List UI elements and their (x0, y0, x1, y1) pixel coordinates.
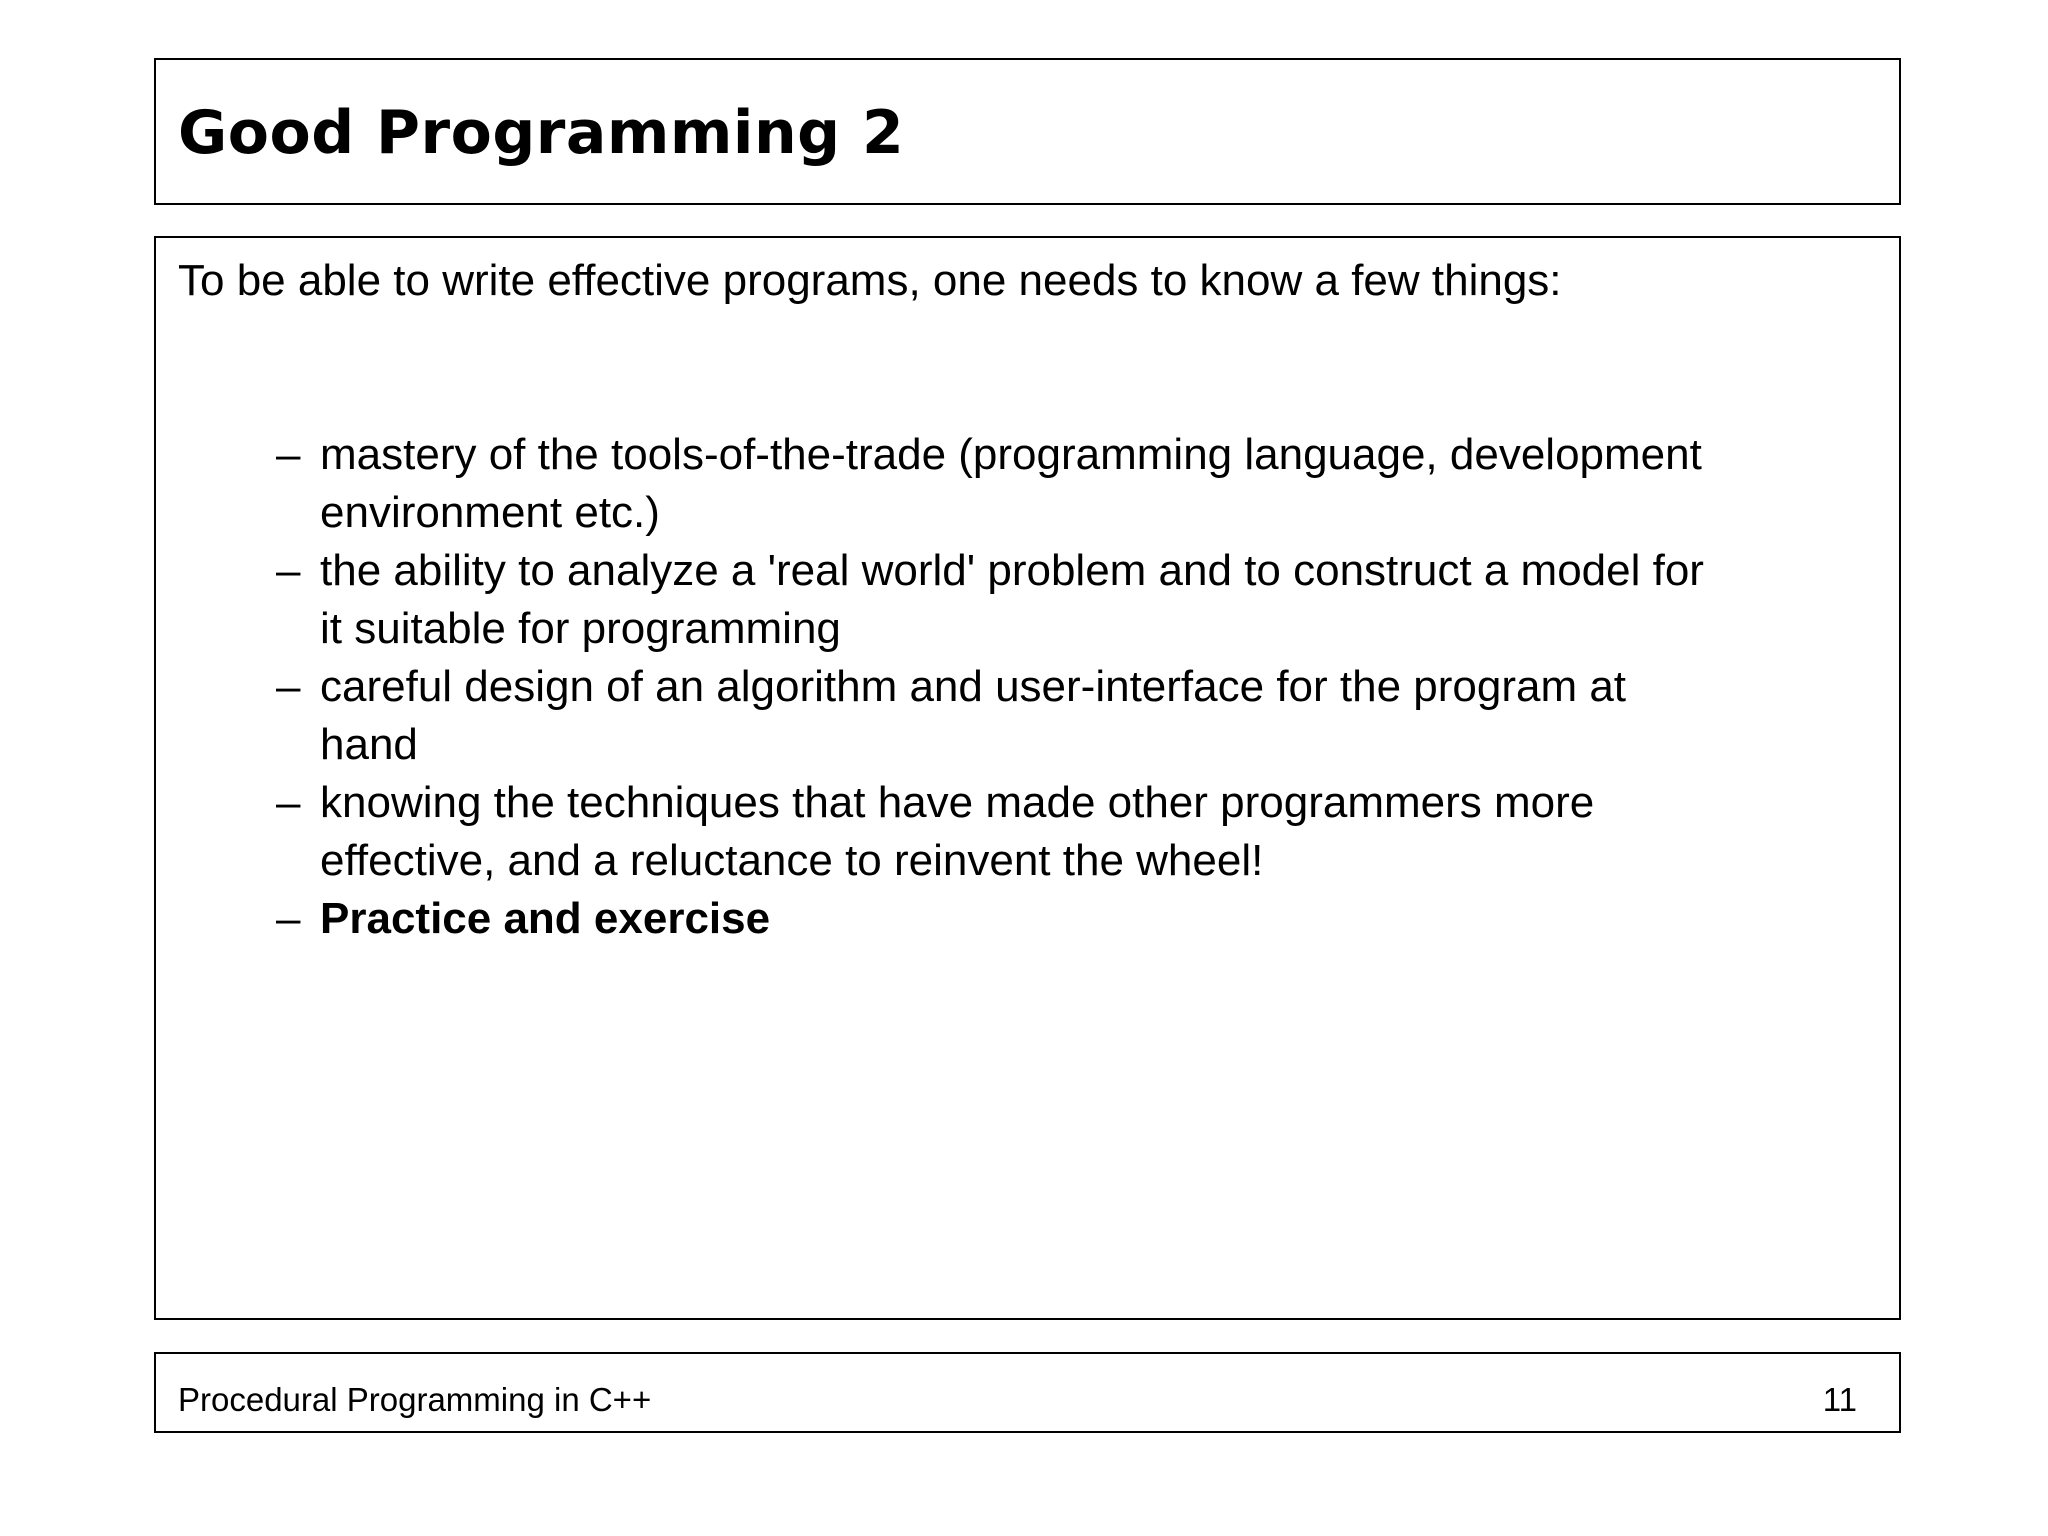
bullet-text: knowing the techniques that have made other programmers more effective, and a reluctance to reinvent the wheel! (320, 778, 1595, 885)
bullet-text: the ability to analyze a 'real world' problem and to construct a model for it suitable for programming (320, 546, 1704, 653)
list-item (276, 542, 1726, 658)
footer-box (154, 1352, 1901, 1433)
bullet-text: careful design of an algorithm and user-interface for the program at hand (320, 662, 1627, 769)
footer-course-title: Procedural Programming in C++ (178, 1381, 652, 1418)
bullet-text-emphasis: Practice and exercise (320, 894, 771, 943)
slide-title: Good Programming 2 (178, 98, 905, 168)
bullet-text: mastery of the tools-of-the-trade (programming language, development environment etc.) (320, 430, 1702, 537)
content-box (154, 236, 1901, 1320)
page-number: 11 (1822, 1381, 1857, 1418)
dash-marker: – (276, 430, 301, 479)
list-item (276, 658, 1726, 774)
dash-marker: – (276, 662, 301, 711)
dash-marker: – (276, 546, 301, 595)
list-item (276, 890, 1726, 948)
dash-marker: – (276, 894, 301, 943)
list-item (276, 774, 1726, 890)
list-item (276, 426, 1726, 542)
dash-marker: – (276, 778, 301, 827)
title-box (154, 58, 1901, 205)
intro-text: To be able to write effective programs, one needs to know a few things: (178, 256, 1562, 305)
bullet-list (276, 426, 1726, 948)
